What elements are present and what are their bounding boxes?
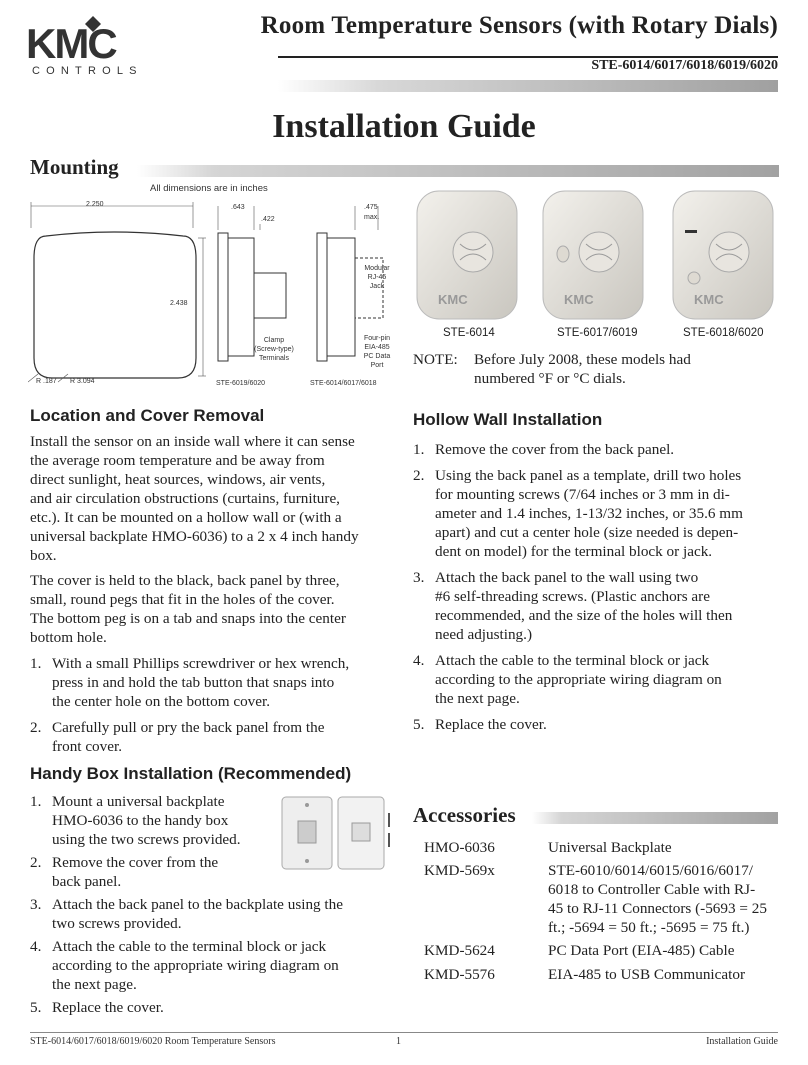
photo-ste-6018 [673,191,773,319]
location-steps [30,654,400,763]
dim-radius-small: R .187 [36,378,57,385]
accessory-desc: PC Data Port (EIA-485) Cable [548,942,735,959]
accessory-code: KMD-5624 [424,942,495,959]
dim-depth: .643 [231,204,245,211]
photo-caption-3: STE-6018/6020 [683,327,764,339]
dim-radius-large: R 3.094 [70,378,95,385]
dimension-drawing [28,198,403,393]
list-item: 1. With a small Phillips screwdriver or hex wrench, press in and hold the tab button that snaps into the center hole on the bottom cover. [30,655,350,710]
page-number: 1 [396,1036,401,1047]
accessories-heading: Accessories [413,803,516,827]
note-label: NOTE: [413,351,458,368]
clamp-label: Clamp (Screw-type) Terminals [254,337,294,362]
list-item: 2. Using the back panel as a template, drill two holes for mounting screws (7/64 inches or 3 mm in di- ameter and 1.4 inches, 1-13/32 inches, or 35.6 mm apart) and cut a center hole (size needed is depen- dent on model) for the terminal block or jack. [413,467,743,560]
handy-box-steps [30,792,400,1021]
kmc-logo [26,14,166,76]
guide-title: Installation Guide [272,108,536,145]
pc-port-label: Four-pin EIA-485 PC Data Port [363,335,391,369]
list-item: 2. Remove the cover from the back panel. [30,854,219,890]
mounting-heading-bar [137,165,779,177]
location-heading: Location and Cover Removal [30,406,265,425]
brand-sub-text: CONTROLS [32,65,143,76]
side-view-b-label: STE-6014/6017/6018 [310,380,377,387]
list-item: 5. Replace the cover. [30,999,164,1016]
dim-depth-max: .475 [364,204,378,211]
photo-caption-2: STE-6017/6019 [557,327,638,339]
list-item: 5. Replace the cover. [413,716,547,733]
photo-logo-1: KMC [438,292,468,307]
accessories-heading-bar [532,812,778,824]
hollow-wall-steps [413,440,783,741]
list-item: 4. Attach the cable to the terminal block or jack according to the appropriate wiring diagram on the next page. [413,652,722,707]
photo-ste-6017 [543,191,643,319]
note-text: Before July 2008, these models had numbered °F or °C dials. [474,351,691,387]
brand-text: KMC [26,20,116,67]
footer-right: Installation Guide [706,1036,778,1047]
dimensions-note: All dimensions are in inches [150,183,268,194]
mounting-heading: Mounting [30,155,119,179]
header-gradient-bar [278,80,778,92]
list-item: 3. Attach the back panel to the wall using two #6 self-threading screws. (Plastic anchors are recommended, and the size of the holes will then need adjusting.) [413,569,733,643]
hollow-wall-heading: Hollow Wall Installation [413,410,603,429]
footer-rule [30,1032,778,1033]
model-numbers: STE-6014/6017/6018/6019/6020 [591,58,778,73]
accessory-code: KMD-569x [424,862,495,879]
jack-label: Modular RJ-45 Jack [364,265,390,290]
accessory-code: KMD-5576 [424,966,495,983]
location-paragraph-1: Install the sensor on an inside wall where it can sense the average room temperature and be away from direct sunlight, heat sources, windows, air vents, and air circulation obstructions (curtains, furniture, etc.). It can be mounted on a hollow wall or (with a universal backplate HMO-6036) to a 2 x 4 inch handy box. [30,433,359,564]
dim-height: 2.438 [170,300,188,307]
accessory-desc: STE-6010/6014/6015/6016/6017/ 6018 to Controller Cable with RJ- 45 to RJ-11 Connectors (-5693 = 25 ft.; -5694 = 50 ft.; -5695 = 75 ft.) [548,862,767,936]
location-paragraph-2: The cover is held to the black, back panel by three, small, round pegs that fit in the holes of the cover. The bottom peg is on a tab and snaps into the center bottom hole. [30,572,346,646]
handy-box-heading: Handy Box Installation (Recommended) [30,764,352,783]
photo-caption-1: STE-6014 [443,327,495,339]
list-item: 1. Remove the cover from the back panel. [413,441,675,458]
list-item: 1. Mount a universal backplate HMO-6036 to the handy box using the two screws provided. [30,793,241,848]
footer-left: STE-6014/6017/6018/6019/6020 Room Temperature Sensors [30,1036,276,1047]
accessory-code: HMO-6036 [424,839,495,856]
list-item: 3. Attach the back panel to the backplate using the two screws provided. [30,896,343,932]
document-title: Room Temperature Sensors (with Rotary Dials) [260,12,778,39]
dim-depth-max-label: max. [364,214,380,221]
list-item: 2. Carefully pull or pry the back panel from the front cover. [30,719,325,755]
sensor-photos [413,186,783,346]
photo-ste-6014 [417,191,517,319]
dim-width: 2.250 [86,201,104,208]
accessory-desc: EIA-485 to USB Communicator [548,966,745,983]
accessory-desc: Universal Backplate [548,839,672,856]
photo-logo-3: KMC [694,292,724,307]
photo-logo-2: KMC [564,292,594,307]
list-item: 4. Attach the cable to the terminal block or jack according to the appropriate wiring diagram on the next page. [30,938,339,993]
side-view-a-label: STE-6019/6020 [216,380,266,387]
dim-depth-2: .422 [261,216,275,223]
